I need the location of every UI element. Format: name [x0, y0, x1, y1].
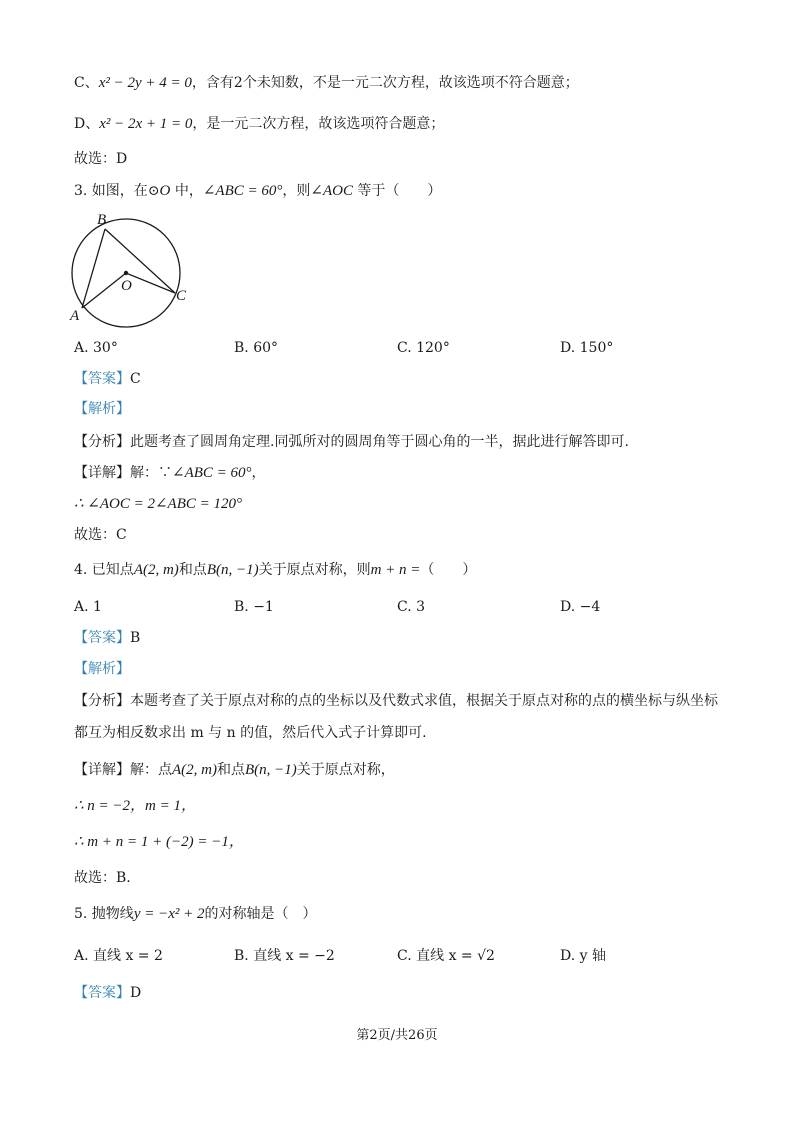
fenxi-text: 本题考查了关于原点对称的点的坐标以及代数式求值，根据关于原点对称的点的横坐标与纵坐标: [130, 693, 718, 709]
q5-stem-part: 的对称轴是（ ）: [204, 906, 317, 922]
center-point: [124, 271, 128, 275]
q3-stem-part: 3. 如图，在: [74, 183, 148, 199]
option-c-prefix: C、: [74, 75, 99, 91]
q4-conclusion: 故选：B.: [74, 870, 131, 886]
chord-bc: [105, 229, 175, 293]
fenxi-text: 此题考查了圆周角定理.同弧所对的圆周角等于圆心角的一半，据此进行解答即可.: [130, 434, 629, 450]
q3-step: ∴ ∠AOC = 2∠ABC = 120°: [74, 496, 243, 512]
q5-stem: [74, 904, 317, 924]
answer-value: B: [130, 630, 141, 646]
detail-point-b: B(n, −1): [245, 762, 297, 778]
detail-tag: 【详解】: [74, 465, 130, 481]
q4-option-d: D. −4: [560, 599, 601, 615]
answer-tag: 【答案】: [74, 630, 130, 646]
q5-option-a: A. 直线 x = 2: [74, 948, 163, 964]
q3-conclusion: 故选：C: [74, 527, 127, 543]
q3-option-b: B. 60°: [234, 340, 279, 356]
detail-text: 关于原点对称，: [296, 762, 395, 778]
q4-step-2: ∴ m + n = 1 + (−2) = −1，: [74, 834, 244, 850]
option-d-equation: x² − 2x + 1 = 0: [99, 116, 193, 132]
q4-option-b: B. −1: [234, 599, 274, 615]
detail-tag: 【详解】: [74, 762, 130, 778]
q3-fenxi: [74, 432, 629, 452]
label-a: A: [70, 308, 80, 324]
q4-step-1: ∴ n = −2，m = 1，: [74, 798, 196, 814]
q2-conclusion: 故选：D: [74, 151, 128, 167]
page-footer: 第2页/共26页: [356, 1028, 438, 1043]
fenxi-tag: 【分析】: [74, 693, 130, 709]
q5-answer: [74, 983, 141, 1003]
q3-detail: [74, 463, 266, 483]
answer-tag: 【答案】: [74, 371, 130, 387]
label-b: B: [97, 212, 107, 228]
label-o: O: [121, 278, 132, 294]
answer-value: C: [130, 371, 141, 387]
q3-option-d: D. 150°: [560, 340, 614, 356]
label-c: C: [176, 288, 187, 304]
q4-stem: [74, 560, 476, 580]
q4-analysis-tag: 【解析】: [74, 661, 130, 677]
q4-point-b: B(n, −1): [206, 562, 259, 578]
q3-stem-part: 等于（ ）: [352, 183, 442, 199]
option-c-text: ，含有2个未知数，不是一元二次方程，故该选项不符合题意；: [191, 75, 579, 91]
q4-detail: [74, 760, 395, 780]
option-d-text: ，是一元二次方程，故该选项符合题意；: [192, 116, 445, 132]
circle-symbol: ⊙: [147, 183, 160, 199]
option-c-line: [74, 73, 579, 93]
q4-stem-part: 关于原点对称，则: [258, 562, 371, 578]
fenxi-tag: 【分析】: [74, 434, 130, 450]
radius-oc: [126, 273, 175, 293]
q3-given-angle: ∠ABC = 60°: [202, 183, 283, 199]
chord-ba: [82, 229, 105, 308]
detail-text: 解：∵: [130, 465, 172, 481]
q4-point-a: A(2, m): [133, 562, 179, 578]
q5-option-d: D. y 轴: [560, 948, 606, 964]
q4-stem-part: （ ）: [420, 562, 477, 578]
option-d-prefix: D、: [74, 116, 100, 132]
q3-circle-name: O: [159, 183, 171, 199]
option-d-line: [74, 114, 444, 134]
q4-fenxi-2: 都互为相反数求出 m 与 n 的值，然后代入式子计算即可.: [74, 725, 427, 741]
q4-stem-part: 和点: [178, 562, 207, 578]
q4-answer: [74, 628, 140, 648]
q3-stem: [74, 181, 441, 201]
q3-analysis-tag: 【解析】: [74, 401, 130, 417]
q3-option-a: A. 30°: [74, 340, 118, 356]
detail-text: 解：点: [130, 762, 172, 778]
detail-text: ，: [251, 465, 266, 481]
q3-stem-part: 中，: [170, 183, 203, 199]
q4-option-c: C. 3: [397, 599, 426, 615]
q3-asked-angle: ∠AOC: [310, 183, 353, 199]
circle-figure: [60, 205, 210, 330]
q4-option-a: A. 1: [74, 599, 102, 615]
q5-option-b: B. 直线 x = −2: [234, 948, 335, 964]
q3-stem-part: ，则: [282, 183, 311, 199]
q3-option-c: C. 120°: [397, 340, 450, 356]
q5-function: y = −x² + 2: [133, 906, 205, 922]
option-c-equation: x² − 2y + 4 = 0: [98, 75, 192, 91]
q3-answer: [74, 369, 141, 389]
q5-option-c: C. 直线 x = √2: [397, 948, 495, 964]
q5-stem-part: 5. 抛物线: [74, 906, 134, 922]
detail-text: 和点: [217, 762, 245, 778]
answer-value: D: [130, 985, 142, 1001]
q4-expression: m + n =: [370, 562, 421, 578]
radius-oa: [82, 273, 126, 308]
q4-fenxi-1: [74, 691, 718, 711]
detail-equation: ∠ABC = 60°: [172, 465, 252, 481]
answer-tag: 【答案】: [74, 985, 130, 1001]
detail-point-a: A(2, m): [172, 762, 217, 778]
q4-stem-part: 4. 已知点: [74, 562, 134, 578]
